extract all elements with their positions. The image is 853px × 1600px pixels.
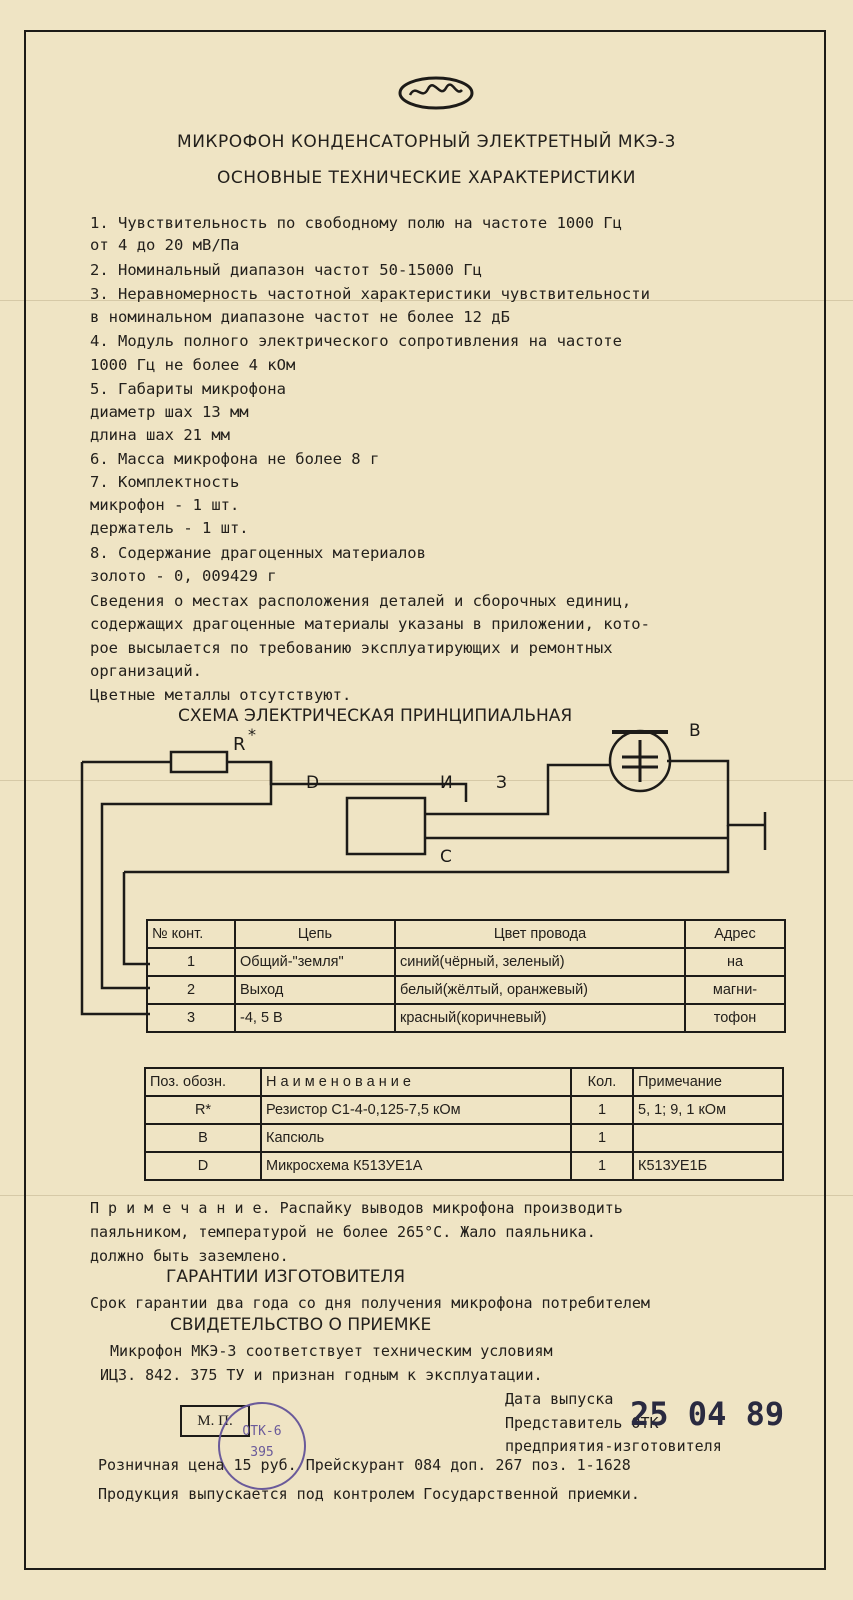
part-pos: D <box>145 1152 261 1180</box>
part-pos: В <box>145 1124 261 1152</box>
note-line: П р и м е ч а н и е. Распайку выводов микрофона производить <box>90 1199 623 1217</box>
capsule-label: В <box>689 721 701 741</box>
control-line: Продукция выпускается под контролем Государственной приемки. <box>98 1485 640 1503</box>
wire-color: красный(коричневый) <box>395 1004 685 1032</box>
wire-color: синий(чёрный, зеленый) <box>395 948 685 976</box>
part-qty: 1 <box>571 1096 633 1124</box>
pin-s-label: С <box>440 847 452 867</box>
spec-line: 6. Масса микрофона не более 8 г <box>90 450 380 468</box>
spec-line: содержащих драгоценные материалы указаны в приложении, кото- <box>90 615 650 633</box>
acceptance-line: Микрофон МКЭ-3 соответствует техническим условиям <box>110 1342 553 1360</box>
stamp-line: ОТК-6 <box>242 1424 282 1439</box>
address-cell: тофон <box>685 1004 785 1032</box>
address-cell: магни- <box>685 976 785 1004</box>
warranty-heading: ГАРАНТИИ ИЗГОТОВИТЕЛЯ <box>166 1267 406 1287</box>
wire-color: белый(жёлтый, оранжевый) <box>395 976 685 1004</box>
schematic-heading: СХЕМА ЭЛЕКТРИЧЕСКАЯ ПРИНЦИПИАЛЬНАЯ <box>178 706 573 726</box>
spec-line: 8. Содержание драгоценных материалов <box>90 544 426 562</box>
spec-line: Цветные металлы отсутствуют. <box>90 686 352 704</box>
enterprise-label: предприятия-изготовителя <box>505 1437 722 1455</box>
part-name: Резистор С1-4-0,125-7,5 кОм <box>261 1096 571 1124</box>
header-cell: Цепь <box>235 920 395 948</box>
spec-line: длина шах 21 мм <box>90 426 230 444</box>
spec-line: 7. Комплектность <box>90 473 240 491</box>
product-title: МИКРОФОН КОНДЕНСАТОРНЫЙ ЭЛЕКТРЕТНЫЙ МКЭ-3 <box>177 132 676 152</box>
spec-line: 5. Габариты микрофона <box>90 380 286 398</box>
header-cell: Кол. <box>571 1068 633 1096</box>
warranty-text: Срок гарантии два года со дня получения микрофона потребителем <box>90 1294 650 1312</box>
wire-num: 1 <box>147 948 235 976</box>
spec-line: в номинальном диапазоне частот не более 12 дБ <box>90 308 510 326</box>
wire-num: 2 <box>147 976 235 1004</box>
wire-circuit: Общий-"земля" <box>235 948 395 976</box>
spec-line: держатель - 1 шт. <box>90 519 249 537</box>
spec-line: 4. Модуль полного электрического сопротивления на частоте <box>90 332 622 350</box>
spec-line: рое высылается по требованию эксплуатирующих и ремонтных <box>90 639 613 657</box>
oktava-logo <box>398 75 474 111</box>
address-cell: на <box>685 948 785 976</box>
spec-line: 2. Номинальный диапазон частот 50-15000 Гц <box>90 261 482 279</box>
part-name: Капсюль <box>261 1124 571 1152</box>
acceptance-heading: СВИДЕТЕЛЬСТВО О ПРИЕМКЕ <box>170 1315 432 1335</box>
note-line: должно быть заземлено. <box>90 1247 289 1265</box>
chip-symbol <box>347 798 425 854</box>
header-cell: Примечание <box>633 1068 783 1096</box>
part-qty: 1 <box>571 1152 633 1180</box>
wire-circuit: -4, 5 В <box>235 1004 395 1032</box>
chip-label: D <box>306 773 320 793</box>
resistor-star: * <box>248 725 256 744</box>
header-cell: Н а и м е н о в а н и е <box>261 1068 571 1096</box>
spec-line: 1000 Гц не более 4 кОм <box>90 356 296 374</box>
otk-stamp <box>218 1402 306 1490</box>
part-pos: R* <box>145 1096 261 1124</box>
part-note: К513УЕ1Б <box>633 1152 783 1180</box>
spec-line: от 4 до 20 мВ/Па <box>90 236 240 254</box>
wire-circuit: Выход <box>235 976 395 1004</box>
spec-line: 1. Чувствительность по свободному полю на частоте 1000 Гц <box>90 214 622 232</box>
spec-line: Сведения о местах расположения деталей и сборочных единиц, <box>90 592 632 610</box>
wire-table <box>146 919 786 1033</box>
acceptance-line: ИЦЗ. 842. 375 ТУ и признан годным к эксплуатации. <box>100 1366 543 1384</box>
part-note <box>633 1124 783 1152</box>
spec-line: диаметр шах 13 мм <box>90 403 249 421</box>
pin-z-label: З <box>496 773 507 793</box>
representative-label: Представитель ОТК <box>505 1414 659 1432</box>
handwritten-date: 25 04 89 <box>630 1395 785 1433</box>
spec-line: золото - 0, 009429 г <box>90 567 277 585</box>
spec-line: 3. Неравномерность частотной характеристики чувствительности <box>90 285 650 303</box>
header-cell: Цвет провода <box>395 920 685 948</box>
stamp-box: М. П. <box>180 1405 250 1437</box>
spec-line: организаций. <box>90 662 202 680</box>
release-date-label: Дата выпуска <box>505 1390 614 1408</box>
part-name: Микросхема К513УЕ1А <box>261 1152 571 1180</box>
parts-table <box>144 1067 784 1181</box>
specs-heading: ОСНОВНЫЕ ТЕХНИЧЕСКИЕ ХАРАКТЕРИСТИКИ <box>216 168 637 188</box>
stamp-line: 395 <box>250 1445 274 1460</box>
resistor-label: R <box>233 734 246 755</box>
price-line: Розничная цена 15 руб. Прейскурант 084 доп. 267 поз. 1-1628 <box>98 1456 631 1474</box>
wire-num: 3 <box>147 1004 235 1032</box>
part-note: 5, 1; 9, 1 кОм <box>633 1096 783 1124</box>
header-cell: Адрес <box>685 920 785 948</box>
header-cell: № конт. <box>147 920 235 948</box>
resistor-symbol <box>171 752 227 772</box>
header-cell: Поз. обозн. <box>145 1068 261 1096</box>
part-qty: 1 <box>571 1124 633 1152</box>
note-line: паяльником, температурой не более 265°С. Жало паяльника. <box>90 1223 596 1241</box>
pin-i-label: И <box>440 773 453 793</box>
spec-line: микрофон - 1 шт. <box>90 496 240 514</box>
